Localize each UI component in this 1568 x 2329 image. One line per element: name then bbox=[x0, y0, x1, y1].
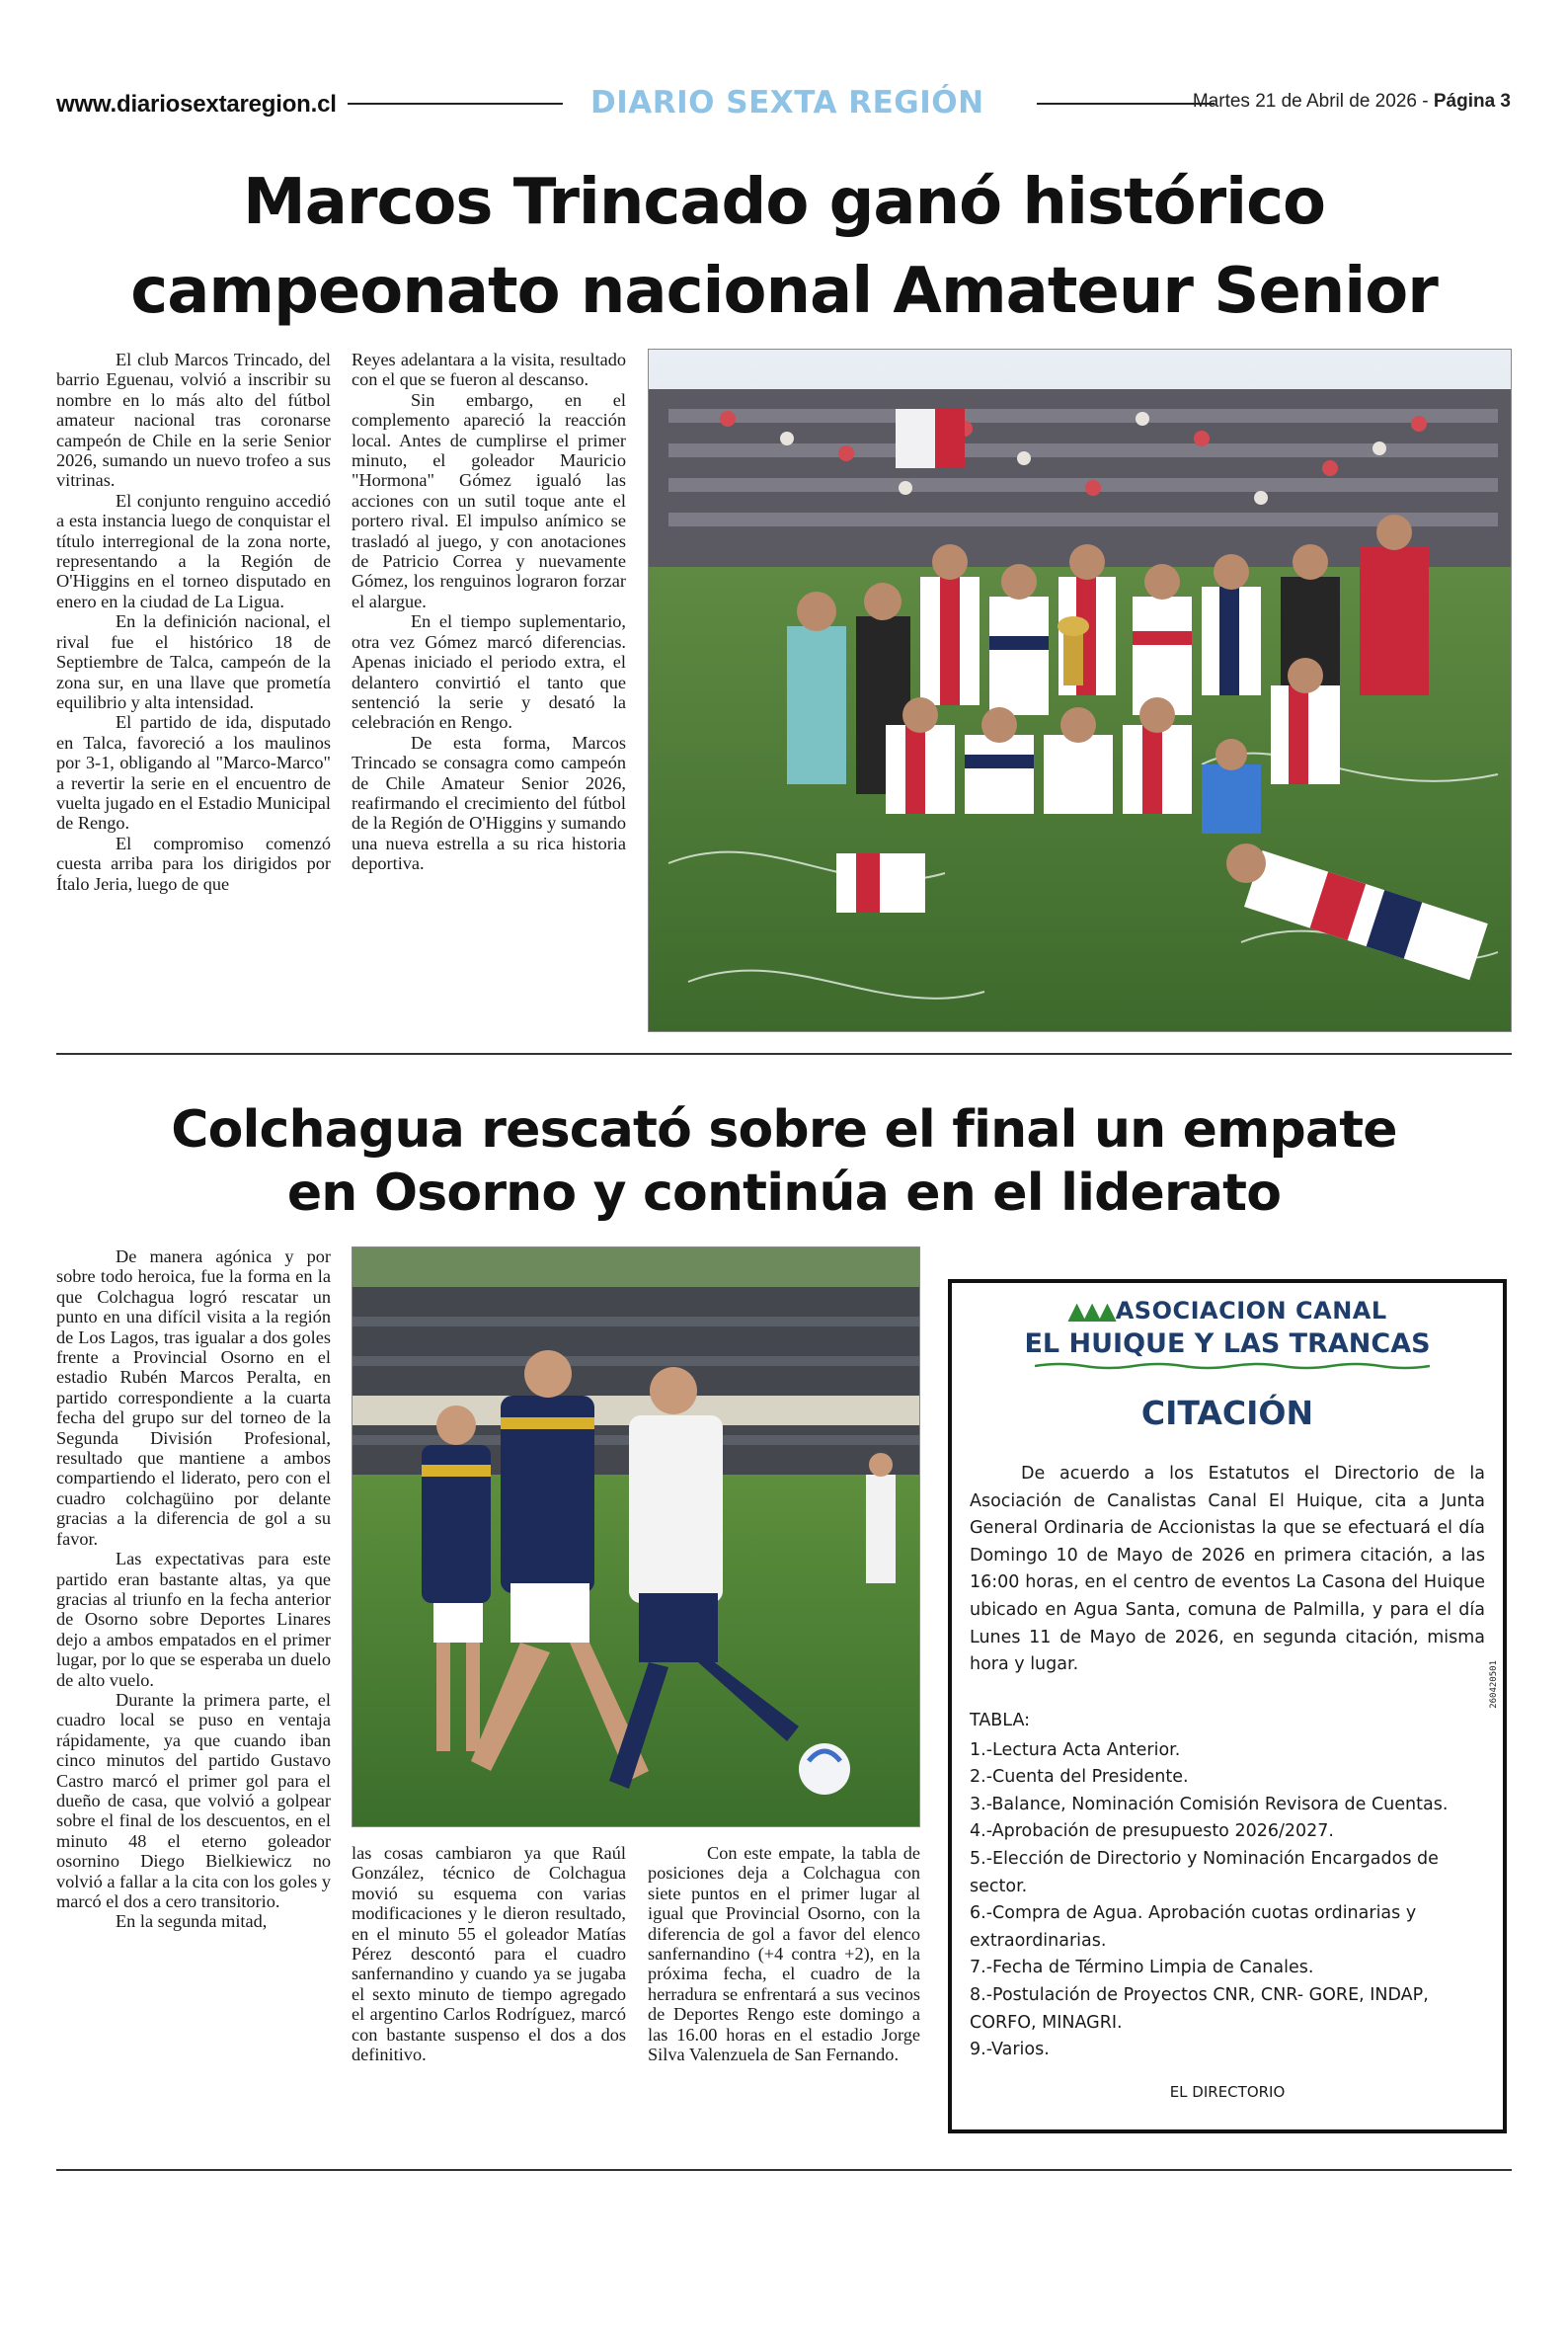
article2-paragraph: las cosas cambiaron ya que Raúl González, técnico de Colchagua movió su esquema con varias modificaciones y le dieron resultado, en el minuto 55 el goleador Matías Pérez descontó para el cuadro sanfernandino y cuando ya se jugaba el sexto minuto de tiempo agregado el argentino Carlos Rodríguez, marcó con bastante suspenso el dos a dos definitivo. bbox=[352, 1843, 626, 2065]
article1-headline-line2: campeonato nacional Amateur Senior bbox=[130, 255, 1438, 328]
article2-column-1 bbox=[56, 1246, 331, 1932]
page-bottom-rule bbox=[56, 2169, 1512, 2171]
article1-column-2 bbox=[352, 350, 626, 874]
page-number: Página 3 bbox=[1433, 91, 1511, 112]
article1-paragraph: El conjunto renguino accedió a esta instancia luego de conquistar el título interregional de la zona norte, representando a la Región de O'Higgins en el torneo disputado en enero en la ciudad de La Ligua. bbox=[56, 490, 331, 611]
association-name-line2: EL HUIQUE Y LAS TRANCAS bbox=[1024, 1328, 1431, 1359]
citation-body-text: De acuerdo a los Estatutos el Directorio de la Asociación de Canalistas Canal El Huique, cita a Junta General Ordinaria de Accionistas la que se efectuará el día Domingo 10 de Mayo de 2026 en primera citación, a las 16:00 horas, en el centro de eventos La Casona del Huique ubicado en Agua Santa, comuna de Palmilla, y para el día Lunes 11 de Mayo de 2026, en segunda citación, misma hora y lugar. bbox=[970, 1464, 1485, 1675]
article1-paragraph: Reyes adelantara a la visita, resultado con el que se fueron al descanso. bbox=[352, 350, 626, 390]
agenda-label: TABLA: bbox=[970, 1711, 1031, 1730]
issue-date: Martes 21 de Abril de 2026 - bbox=[1192, 91, 1434, 112]
article1-headline-line1: Marcos Trincado ganó histórico bbox=[243, 166, 1325, 239]
article2-headline-line2: en Osorno y continúa en el liderato bbox=[286, 1164, 1282, 1223]
article1-paragraph: Sin embargo, en el complemento apareció la reacción local. Antes de cumplirse el primer minuto, el goleador Mauricio "Hormona" Gómez igualó las acciones con un sutil toque ante el portero rival. El impulso anímico se trasladó al juego, y con anotaciones de Patricio Correa y nuevamente Gómez, los renguinos lograron forzar el alargue. bbox=[352, 389, 626, 611]
citation-notice bbox=[948, 1279, 1507, 2133]
article2-headline bbox=[56, 1098, 1512, 1225]
article2-paragraph: Con este empate, la tabla de posiciones deja a Colchagua con siete puntos en el primer lugar al igual que Provincial Osorno, con la diferencia de gol a favor del elenco sanfernandino (+4 contra +2), en la próxima fecha, el cuadro de la herradura se enfrentará a sus vecinos de Deportes Rengo este domingo a las 16.00 horas en el estadio Jorge Silva Valenzuela de San Fernando. bbox=[648, 1843, 920, 2065]
water-wave-icon bbox=[1035, 1362, 1430, 1370]
article2-headline-line1: Colchagua rescató sobre el final un empate bbox=[171, 1100, 1397, 1160]
association-name-line1: ASOCIACION CANAL bbox=[1115, 1297, 1387, 1325]
article2-paragraph: En la segunda mitad, bbox=[116, 1911, 268, 1932]
article1-paragraph: El compromiso comenzó cuesta arriba para los dirigidos por Ítalo Jeria, luego de que bbox=[56, 833, 331, 894]
citation-body bbox=[970, 1461, 1485, 1679]
trees-icon: ▲▲▲ bbox=[1067, 1297, 1114, 1325]
article1-paragraph: En la definición nacional, el rival fue el histórico 18 de Septiembre de Talca, campeón de la zona sur, en una llave que prometía equilibrio y alta intensidad. bbox=[56, 611, 331, 712]
header-rule-right bbox=[1037, 103, 1215, 105]
date-and-page bbox=[1193, 91, 1511, 113]
citation-signature: EL DIRECTORIO bbox=[1169, 2083, 1286, 2101]
agenda-item: 2.-Cuenta del Presidente. bbox=[970, 1767, 1189, 1788]
agenda-item: 6.-Compra de Agua. Aprobación cuotas ordinarias y extraordinarias. bbox=[970, 1903, 1417, 1951]
agenda-item: 5.-Elección de Directorio y Nominación Encargados de sector. bbox=[970, 1848, 1439, 1896]
article2-paragraph: Las expectativas para este partido eran bastante altas, ya que gracias al triunfo en la fecha anterior de Osorno sobre Deportes Linares dejo a ambos empatados en el primer lugar, por lo que se esperaba un duelo de alto vuelo. bbox=[56, 1549, 331, 1690]
article1-paragraph: En el tiempo suplementario, otra vez Gómez marcó diferencias. Apenas iniciado el periodo extra, el delantero convirtió el tanto que sentenció la serie y desató la celebración en Rengo. bbox=[352, 611, 626, 733]
team-celebration-photo bbox=[648, 349, 1512, 1032]
agenda-item: 3.-Balance, Nominación Comisión Revisora de Cuentas. bbox=[970, 1794, 1449, 1814]
article2-paragraph: Durante la primera parte, el cuadro local se puso en ventaja rápidamente, ya que cuando iban cinco minutos del partido Gustavo Castro marcó el primer gol para el dueño de casa, que volvió a golpear sobre el final de los descuentos, en el minuto 48 el eterno goleador osornino Diego Bielkiewicz no volvió a fallar a la cita con los goles y marcó el dos a cero transitorio. bbox=[56, 1689, 331, 1911]
article-divider bbox=[56, 1053, 1512, 1055]
agenda-item: 9.-Varios. bbox=[970, 2040, 1050, 2060]
header-rule-left bbox=[348, 103, 563, 105]
article1-paragraph: De esta forma, Marcos Trincado se consagra como campeón de Chile Amateur Senior 2026, reafirmando el crecimiento del fútbol de la Región de O'Higgins y sumando una nueva estrella a su rica historia deportiva. bbox=[352, 732, 626, 874]
article1-headline bbox=[56, 158, 1512, 336]
citation-title: CITACIÓN bbox=[1140, 1394, 1314, 1432]
association-logo bbox=[952, 1297, 1503, 1325]
agenda-table bbox=[970, 1708, 1485, 2064]
agenda-item: 7.-Fecha de Término Limpia de Canales. bbox=[970, 1958, 1314, 1978]
agenda-item: 8.-Postulación de Proyectos CNR, CNR- GORE, INDAP, CORFO, MINAGRI. bbox=[970, 1984, 1429, 2033]
site-url[interactable]: www.diariosextaregion.cl bbox=[56, 91, 337, 118]
article1-column-1 bbox=[56, 350, 331, 894]
agenda-item: 1.-Lectura Acta Anterior. bbox=[970, 1739, 1181, 1760]
agenda-item: 4.-Aprobación de presupuesto 2026/2027. bbox=[970, 1821, 1334, 1842]
article1-paragraph: El club Marcos Trincado, del barrio Eguenau, volvió a inscribir su nombre en lo más alto del fútbol amateur nacional tras coronarse campeón de Chile en la serie Senior 2026, sumando un nuevo trofeo a sus vitrinas. bbox=[56, 350, 331, 491]
article1-paragraph: El partido de ida, disputado en Talca, favoreció a los maulinos por 3-1, obligando al "Marco-Marco" a revertir la serie en el encuentro de vuelta jugado en el Estadio Municipal de Rengo. bbox=[56, 712, 331, 834]
match-action-photo bbox=[352, 1246, 920, 1827]
article2-column-3 bbox=[648, 1843, 920, 2064]
ad-code: 260420501 bbox=[1489, 1660, 1499, 1709]
article2-paragraph: De manera agónica y por sobre todo heroica, fue la forma en la que Colchagua logró rescatar un punto en una difícil visita a la región de Los Lagos, tras igualar a dos goles frente a Provincial Osorno en el estadio Rubén Marcos Peralta, en partido correspondiente a la cuarta fecha del grupo sur del torneo de la Segunda División Profesional, resultado que mantiene a ambos compartiendo el liderato, pero con el cuadro colchagüino por delante gracias a la diferencia de gol a su favor. bbox=[56, 1246, 331, 1549]
article2-column-2 bbox=[352, 1843, 626, 2064]
agenda-list bbox=[970, 1737, 1485, 2064]
newspaper-name: DIARIO SEXTA REGIÓN bbox=[590, 85, 984, 120]
